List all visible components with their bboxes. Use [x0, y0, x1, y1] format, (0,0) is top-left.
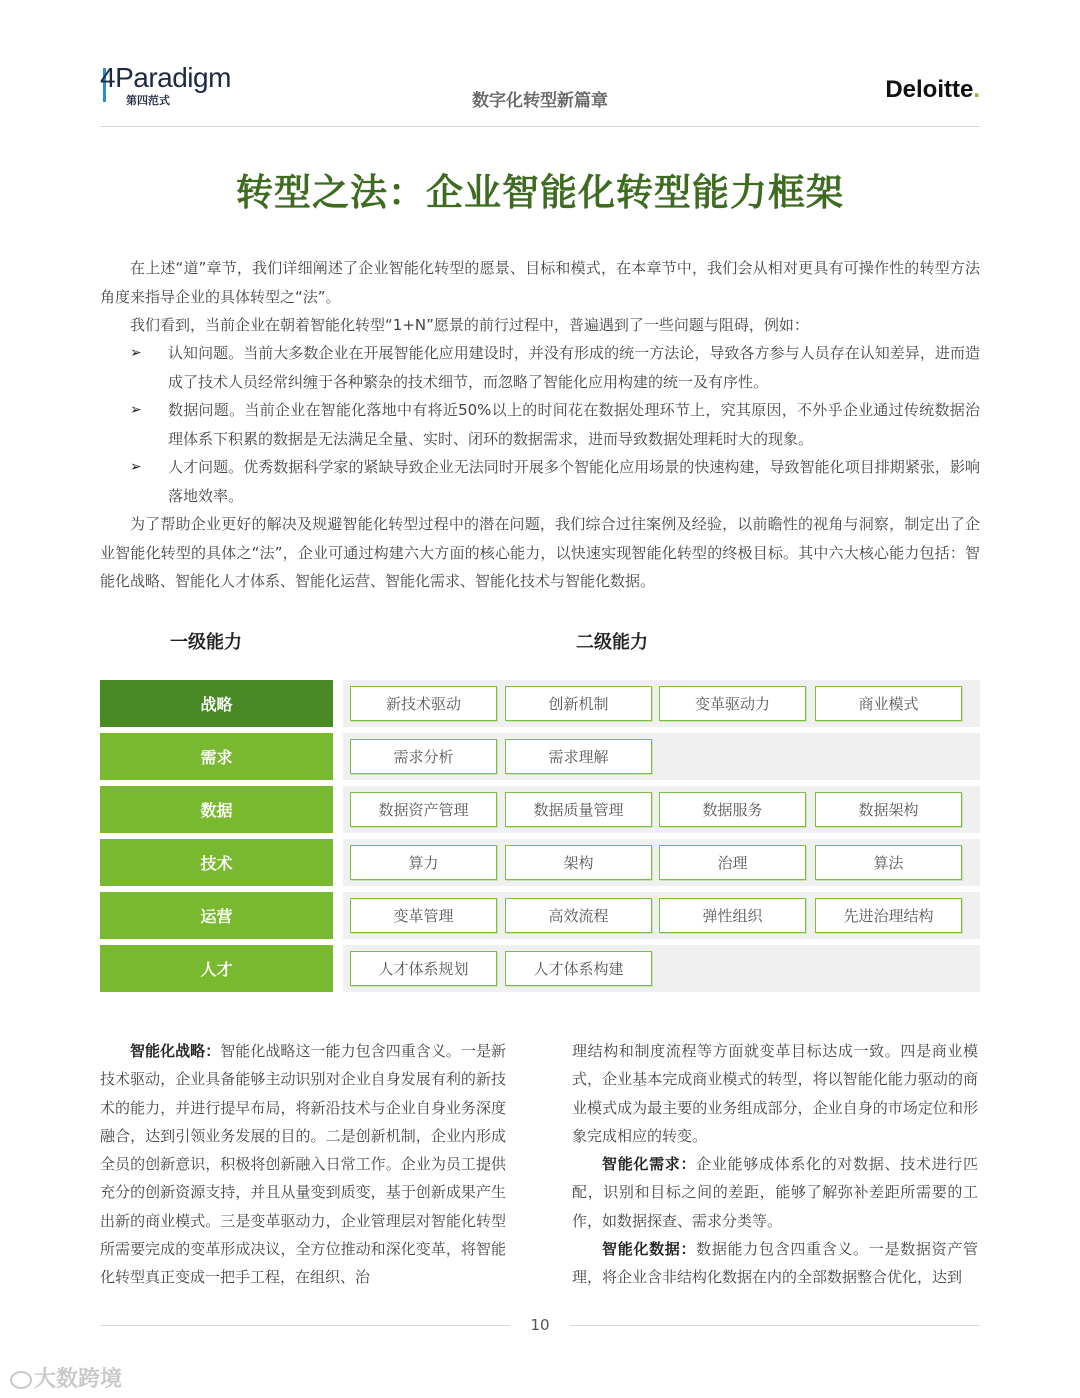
data-paragraph: [572, 1235, 978, 1292]
level2-capability: 变革驱动力: [659, 686, 806, 721]
level2-header: 二级能力: [576, 632, 648, 653]
level2-capability: 商业模式: [815, 686, 962, 721]
level2-capability: 数据资产管理: [350, 792, 497, 827]
level1-header: 一级能力: [170, 632, 242, 653]
intro-paragraph-1-text: 在上述“道”章节，我们详细阐述了企业智能化转型的愿景、目标和模式，在本章节中，我们会从相对更具有可操作性的转型方法角度来指导企业的具体转型之“法”。: [100, 259, 980, 306]
level1-capability: 战略: [100, 680, 333, 727]
level2-capability: 需求理解: [505, 739, 652, 774]
level2-capability: 高效流程: [505, 898, 652, 933]
level2-capability: 人才体系构建: [505, 951, 652, 986]
bullet-item: [130, 339, 980, 396]
level1-capability: 需求: [100, 733, 333, 780]
level2-capability: 变革管理: [350, 898, 497, 933]
arrow-bullet-icon: ➢: [130, 402, 142, 418]
bullet-item: [130, 396, 980, 453]
header-divider: [100, 126, 980, 127]
level1-capability: 运营: [100, 892, 333, 939]
bullet-text: 数据问题。当前企业在智能化落地中有将近50%以上的时间花在数据处理环节上，究其原因，不外乎企业通过传统数据治理体系下积累的数据是无法满足全量、实时、闭环的数据需求，进而导致数据处理耗时大的现象。: [168, 401, 980, 448]
level2-capability: 弹性组织: [659, 898, 806, 933]
data-text: 数据能力包含四重含义。一是数据资产管理，将企业含非结构化数据在内的全部数据整合优化，达到: [572, 1240, 978, 1287]
level2-capability: 需求分析: [350, 739, 497, 774]
page-title: 转型之法：企业智能化转型能力框架: [236, 171, 844, 214]
intro-paragraph-2-text: 我们看到，当前企业在朝着智能化转型“1+N”愿景的前行过程中，普遍遇到了一些问题与阻碍，例如：: [130, 316, 809, 334]
level1-capability: 技术: [100, 839, 333, 886]
intro-paragraph-3: [100, 510, 980, 596]
arrow-bullet-icon: ➢: [130, 459, 142, 475]
strategy-text: 智能化战略这一能力包含四重含义。一是新技术驱动，企业具备能够主动识别对企业自身发展有利的新技术的能力，并进行提早布局，将新沿技术与企业自身业务深度融合，达到引领业务发展的目的。二是创新机制，企业内形成全员的创新意识，积极将创新融入日常工作。企业为员工提供充分的创新资源支持，并且从量变到质变，基于创新成果产生出新的商业模式。三是变革驱动力，企业管理层对智能化转型所需要完成的变革形成决议，全方位推动和深化变革，将智能化转型真正变成一把手工程，在组织、治: [100, 1042, 506, 1287]
level2-capability: 数据服务: [659, 792, 806, 827]
watermark-text: 大数跨境: [34, 1367, 123, 1392]
4paradigm-logo-cn: 第四范式: [126, 94, 170, 107]
level2-capability: 架构: [505, 845, 652, 880]
bullet-text: 认知问题。当前大多数企业在开展智能化应用建设时，并没有形成的统一方法论，导致各方参与人员存在认知差异，进而造成了技术人员经常纠缠于各种繁杂的技术细节，而忽略了智能化应用构建的统一及有序性。: [168, 344, 980, 391]
arrow-bullet-icon: ➢: [130, 345, 142, 361]
level2-capability: 创新机制: [505, 686, 652, 721]
level2-capability: 数据架构: [815, 792, 962, 827]
4paradigm-logo-text: 4Paradigm: [100, 62, 231, 93]
demand-paragraph: [572, 1150, 978, 1235]
intro-paragraph-1: [100, 254, 980, 311]
bullet-item: [130, 453, 980, 510]
level2-capability: 治理: [659, 845, 806, 880]
watermark-logo-icon: [10, 1371, 32, 1389]
deloitte-logo: [885, 76, 980, 104]
level2-capability: 先进治理结构: [815, 898, 962, 933]
watermark: [10, 1362, 122, 1393]
left-column: [100, 1037, 506, 1292]
intro-paragraph-3-text: 为了帮助企业更好的解决及规避智能化转型过程中的潜在问题，我们综合过往案例及经验，以前瞻性的视角与洞察，制定出了企业智能化转型的具体之“法”，企业可通过构建六大方面的核心能力，以快速实现智能化转型的终极目标。其中六大核心能力包括：智能化战略、智能化人才体系、智能化运营、智能化需求、智能化技术与智能化数据。: [100, 515, 980, 590]
document-title: 数字化转型新篇章: [472, 91, 608, 111]
data-label: 智能化数据：: [602, 1240, 697, 1259]
page-number: 10: [530, 1316, 550, 1334]
deloitte-logo-dot: .: [973, 76, 980, 103]
intro-paragraph-2: [100, 311, 980, 340]
level2-capability: 新技术驱动: [350, 686, 497, 721]
level1-capability: 人才: [100, 945, 333, 992]
demand-text: 企业能够成体系化的对数据、技术进行匹配，识别和目标之间的差距，能够了解弥补差距所需要的工作，如数据探查、需求分类等。: [572, 1155, 978, 1230]
deloitte-logo-text: Deloitte: [885, 76, 974, 103]
right-column: [572, 1037, 978, 1292]
level2-capability: 算力: [350, 845, 497, 880]
level1-capability: 数据: [100, 786, 333, 833]
strategy-paragraph: [100, 1037, 506, 1292]
level2-capability: 数据质量管理: [505, 792, 652, 827]
demand-label: 智能化需求：: [602, 1155, 697, 1174]
bullet-text: 人才问题。优秀数据科学家的紧缺导致企业无法同时开展多个智能化应用场景的快速构建，导致智能化项目排期紧张，影响落地效率。: [168, 458, 980, 505]
level2-capability: 算法: [815, 845, 962, 880]
strategy-continued: 理结构和制度流程等方面就变革目标达成一致。四是商业模式，企业基本完成商业模式的转型，将以智能化能力驱动的商业模式成为最主要的业务组成部分，企业自身的市场定位和形象完成相应的转变。: [572, 1042, 978, 1145]
strategy-label: 智能化战略：: [130, 1042, 221, 1060]
level2-capability: 人才体系规划: [350, 951, 497, 986]
